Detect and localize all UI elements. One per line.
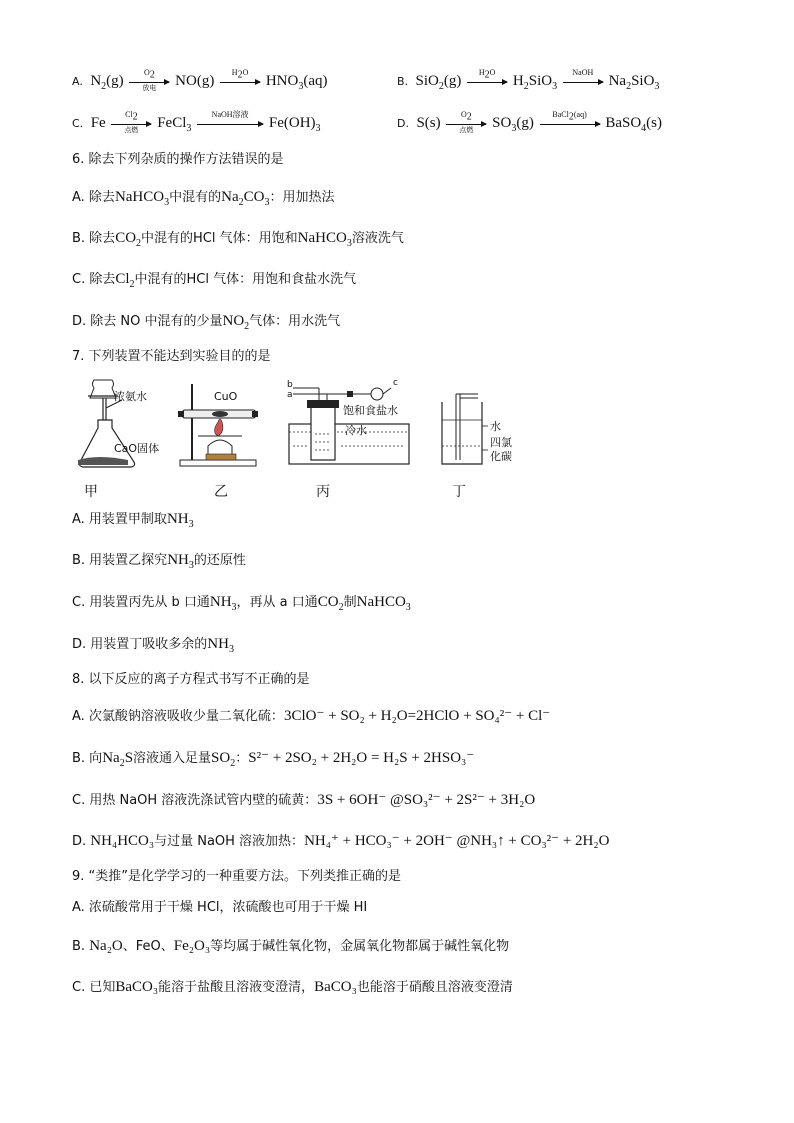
- q6-option-d[interactable]: D. 除去 NO 中混有的少量$NO_2$气体：用水洗气: [72, 313, 341, 332]
- reaction-arrow: BaCl$_2$(aq): [540, 117, 600, 131]
- q9-option-a[interactable]: A. 浓硫酸常用于干燥 HCl，浓硫酸也可用于干燥 HI: [72, 900, 368, 915]
- q5-option-c[interactable]: C. Fe $Cl_2$ 点燃 FeCl$_3$ NaOH溶液 $Fe(OH)_3$: [72, 109, 321, 134]
- equation: 3S + 6OH⁻ @SO₃²⁻ + 2S²⁻ + 3H₂O: [317, 792, 536, 808]
- label-cuo: CuO: [214, 390, 238, 403]
- q5-option-a[interactable]: A. $N_2(g)$ $O_2$ 放电 NO(g) $H_2O$ $HNO_3(aq)$: [72, 67, 328, 92]
- reaction-arrow: $Cl_2$ 点燃: [111, 117, 151, 131]
- q6-option-a[interactable]: A. 除去NaHCO$_3$中混有的$Na_2CO_3$：用加热法: [72, 189, 335, 208]
- label-water: 水: [490, 420, 501, 433]
- q7-option-c[interactable]: C. 用装置丙先从 b 口通$NH_3$，再从 a 口通$CO_2$制NaHCO$_3$: [72, 594, 411, 613]
- label-ccl4-line2: 化碳: [490, 450, 512, 463]
- q7-option-d[interactable]: D. 用装置丁吸收多余的$NH_3$: [72, 636, 234, 655]
- apparatus-yi-figure: [178, 384, 260, 469]
- q5-option-d[interactable]: D. S(s) $O_2$ 点燃 $SO_3(g)$ BaCl$_2$(aq) BaSO$_4$(s): [397, 109, 662, 134]
- label-ding: 丁: [452, 484, 466, 500]
- equation: S²⁻ + 2SO₂ + 2H₂O = H₂S + 2HSO₃⁻: [248, 750, 475, 766]
- apparatus-bing-figure: [285, 378, 415, 474]
- q7-option-b[interactable]: B. 用装置乙探究$NH_3$的还原性: [72, 552, 246, 571]
- q8-option-d[interactable]: D. NH₄HCO₃与过量 NaOH 溶液加热：NH₄⁺ + HCO₃⁻ + 2OH⁻ @NH₃↑ + CO₃²⁻ + 2H₂O: [72, 833, 610, 849]
- reaction-arrow: $H_2O$: [467, 75, 507, 89]
- reaction-arrow: $H_2O$: [220, 75, 260, 89]
- label-port-c: c: [393, 378, 398, 388]
- label-bing: 丙: [316, 484, 330, 500]
- label-jia: 甲: [84, 484, 98, 500]
- label-cao-solid: CaO固体: [114, 442, 160, 455]
- reaction-arrow: NaOH溶液: [197, 117, 263, 131]
- q9-stem: 9. “类推”是化学学习的一种重要方法。下列类推正确的是: [72, 869, 402, 884]
- q6-option-b[interactable]: B. 除去$CO_2$中混有的HCl 气体：用饱和NaHCO$_3$溶液洗气: [72, 230, 404, 249]
- label-saturated-brine: 饱和食盐水: [343, 404, 398, 417]
- q7-stem: 7. 下列装置不能达到实验目的的是: [72, 349, 271, 364]
- q8-option-c[interactable]: C. 用热 NaOH 溶液洗涤试管内壁的硫黄：3S + 6OH⁻ @SO₃²⁻ + 2S²⁻ + 3H₂O: [72, 792, 536, 808]
- reaction-arrow: NaOH: [563, 75, 603, 89]
- label-cold-water: 冷水: [345, 424, 367, 437]
- q7-option-a[interactable]: A. 用装置甲制取$NH_3$: [72, 511, 194, 530]
- apparatus-jia-figure: [70, 378, 170, 473]
- q6-stem: 6. 除去下列杂质的操作方法错误的是: [72, 152, 284, 167]
- equation: 3ClO⁻ + SO₂ + H₂O=2HClO + SO₄²⁻ + Cl⁻: [283, 708, 551, 724]
- q8-stem: 8. 以下反应的离子方程式书写不正确的是: [72, 672, 310, 687]
- label-port-b: b: [287, 380, 293, 390]
- equation: NH₄⁺ + HCO₃⁻ + 2OH⁻ @NH₃↑ + CO₃²⁻ + 2H₂O: [304, 833, 610, 849]
- label-ccl4-line1: 四氯: [490, 436, 512, 449]
- reaction-arrow: $O_2$ 放电: [129, 75, 169, 89]
- label-concentrated-ammonia: 浓氨水: [114, 390, 147, 403]
- label-yi: 乙: [214, 484, 228, 500]
- q5-option-b[interactable]: B. SiO$_2$(g) $H_2O$ $H_2SiO_3$ NaOH $Na_2SiO_3$: [397, 67, 660, 92]
- q8-option-a[interactable]: A. 次氯酸钠溶液吸收少量二氧化硫：3ClO⁻ + SO₂ + H₂O=2HClO + SO₄²⁻ + Cl⁻: [72, 708, 551, 724]
- q9-option-b[interactable]: B. Na₂O、FeO、Fe₂O₃等均属于碱性氧化物，金属氧化物都属于碱性氧化物: [72, 938, 510, 954]
- apparatus-ding-figure: [438, 390, 528, 470]
- q9-option-c[interactable]: C. 已知BaCO₃能溶于盐酸且溶液变澄清，BaCO₃也能溶于硝酸且溶液变澄清: [72, 979, 513, 995]
- q8-option-b[interactable]: B. 向$Na_2S$溶液通入足量$SO_2$：S²⁻ + 2SO₂ + 2H₂O = H₂S + 2HSO₃⁻: [72, 750, 475, 769]
- q6-option-c[interactable]: C. 除去$Cl_2$中混有的HCl 气体：用饱和食盐水洗气: [72, 271, 357, 290]
- reaction-arrow: $O_2$ 点燃: [446, 117, 486, 131]
- label-port-a: a: [287, 390, 293, 400]
